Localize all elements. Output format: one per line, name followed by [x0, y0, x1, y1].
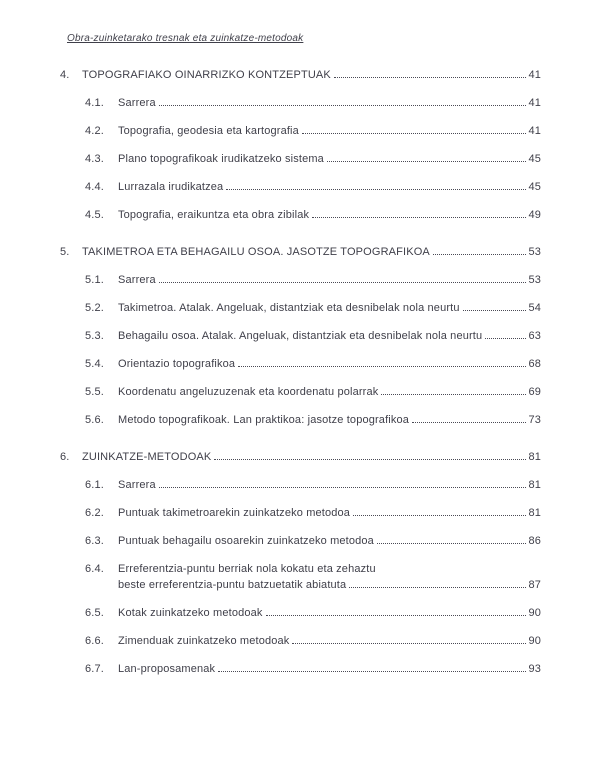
entry-page-number: 69: [528, 386, 541, 398]
entry-title: Zimenduak zuinkatzeko metodoak: [118, 635, 290, 647]
dot-leader: [327, 161, 527, 162]
toc-entry: [60, 535, 541, 548]
entry-page-number: 86: [528, 535, 541, 547]
dot-leader: [433, 254, 527, 255]
dot-leader: [214, 459, 526, 460]
entry-page-number: 90: [528, 607, 541, 619]
entry-title: Lurrazala irudikatzea: [118, 181, 224, 193]
entry-number: 5.4.: [85, 358, 104, 370]
section-number: 5.: [60, 246, 70, 258]
entry-title: Orientazio topografikoa: [118, 358, 236, 370]
entry-title-line1: Erreferentzia-puntu berriak nola kokatu eta zehaztu: [118, 563, 376, 575]
entry-title: Kotak zuinkatzeko metodoak: [118, 607, 263, 619]
toc-entry: [60, 97, 541, 110]
dot-leader: [377, 543, 527, 544]
entry-number: 5.1.: [85, 274, 104, 286]
dot-leader: [159, 487, 527, 488]
entry-page-number: 41: [528, 97, 541, 109]
toc-section-heading: [60, 69, 541, 82]
section-page-number: 81: [528, 451, 541, 463]
dot-leader: [159, 105, 527, 106]
dot-leader: [381, 394, 526, 395]
toc-section-heading: [60, 451, 541, 464]
toc-section-5: [60, 246, 541, 427]
entry-page-number: 45: [528, 153, 541, 165]
entry-title: Plano topografikoak irudikatzeko sistema: [118, 153, 324, 165]
entry-number: 4.2.: [85, 125, 104, 137]
dot-leader: [292, 643, 526, 644]
entry-number: 6.3.: [85, 535, 104, 547]
entry-title: Topografia, geodesia eta kartografia: [118, 125, 299, 137]
entry-page-number: 93: [528, 663, 541, 675]
entry-number: 6.4.: [85, 563, 104, 575]
entry-number: 5.6.: [85, 414, 104, 426]
entry-title: Sarrera: [118, 479, 156, 491]
dot-leader: [412, 422, 526, 423]
entry-title-line2: beste erreferentzia-puntu batzuetatik abiatuta: [118, 579, 347, 591]
entry-title: Behagailu osoa. Atalak. Angeluak, distantziak eta desnibelak nola neurtu: [118, 330, 483, 342]
entry-page-number: 54: [528, 302, 541, 314]
toc-entry: [60, 479, 541, 492]
entry-page-number: 81: [528, 479, 541, 491]
entry-number: 6.6.: [85, 635, 104, 647]
dot-leader: [266, 615, 527, 616]
entry-page-number: 68: [528, 358, 541, 370]
toc-entry: [60, 414, 541, 427]
toc-section-heading: [60, 246, 541, 259]
entry-number: 4.4.: [85, 181, 104, 193]
section-number: 4.: [60, 69, 70, 81]
dot-leader: [334, 77, 527, 78]
toc-entry: [60, 607, 541, 620]
dot-leader: [159, 282, 527, 283]
dot-leader: [218, 671, 526, 672]
dot-leader: [312, 217, 526, 218]
table-of-contents: [60, 69, 541, 676]
toc-section-6: [60, 451, 541, 676]
toc-entry: [60, 209, 541, 222]
section-number: 6.: [60, 451, 70, 463]
entry-page-number: 53: [528, 274, 541, 286]
entry-number: 6.1.: [85, 479, 104, 491]
toc-entry: [60, 358, 541, 371]
section-page-number: 41: [528, 69, 541, 81]
running-header: Obra-zuinketarako tresnak eta zuinkatze-metodoak: [67, 33, 304, 44]
entry-number: 4.1.: [85, 97, 104, 109]
toc-entry: [60, 663, 541, 676]
entry-number: 6.2.: [85, 507, 104, 519]
entry-page-number: 81: [528, 507, 541, 519]
toc-entry: [60, 181, 541, 194]
dot-leader: [238, 366, 526, 367]
dot-leader: [349, 587, 526, 588]
entry-number: 4.3.: [85, 153, 104, 165]
dot-leader: [485, 338, 526, 339]
entry-number: 5.3.: [85, 330, 104, 342]
toc-entry: [60, 386, 541, 399]
entry-page-number: 63: [528, 330, 541, 342]
entry-title: Sarrera: [118, 274, 156, 286]
dot-leader: [226, 189, 526, 190]
toc-entry: [60, 125, 541, 138]
entry-page-number: 87: [528, 579, 541, 591]
entry-page-number: 45: [528, 181, 541, 193]
entry-number: 5.2.: [85, 302, 104, 314]
entry-page-number: 73: [528, 414, 541, 426]
entry-page-number: 41: [528, 125, 541, 137]
section-title: TOPOGRAFIAKO OINARRIZKO KONTZEPTUAK: [82, 69, 331, 81]
entry-page-number: 49: [528, 209, 541, 221]
entry-title: Topografia, eraikuntza eta obra zibilak: [118, 209, 310, 221]
dot-leader: [463, 310, 527, 311]
section-title: ZUINKATZE-METODOAK: [82, 451, 212, 463]
toc-entry: [60, 153, 541, 166]
toc-entry: [60, 274, 541, 287]
document-page: [0, 33, 600, 767]
entry-title: Puntuak behagailu osoarekin zuinkatzeko metodoa: [118, 535, 374, 547]
entry-title: Puntuak takimetroarekin zuinkatzeko metodoa: [118, 507, 351, 519]
entry-number: 6.7.: [85, 663, 104, 675]
entry-number: 6.5.: [85, 607, 104, 619]
toc-entry: [60, 635, 541, 648]
toc-section-4: [60, 69, 541, 222]
toc-entry: [60, 330, 541, 343]
entry-number: 4.5.: [85, 209, 104, 221]
dot-leader: [353, 515, 526, 516]
toc-entry: [60, 302, 541, 315]
entry-page-number: 90: [528, 635, 541, 647]
entry-number: 5.5.: [85, 386, 104, 398]
toc-entry: [60, 507, 541, 520]
section-title: TAKIMETROA ETA BEHAGAILU OSOA. JASOTZE TOPOGRAFIKOA: [82, 246, 430, 258]
entry-title: Sarrera: [118, 97, 156, 109]
section-page-number: 53: [528, 246, 541, 258]
entry-title: Takimetroa. Atalak. Angeluak, distantziak eta desnibelak nola neurtu: [118, 302, 460, 314]
entry-title: Lan-proposamenak: [118, 663, 216, 675]
entry-title: Koordenatu angeluzuzenak eta koordenatu polarrak: [118, 386, 379, 398]
toc-entry-two-line: [60, 563, 541, 592]
dot-leader: [302, 133, 527, 134]
entry-title: Metodo topografikoak. Lan praktikoa: jasotze topografikoa: [118, 414, 410, 426]
